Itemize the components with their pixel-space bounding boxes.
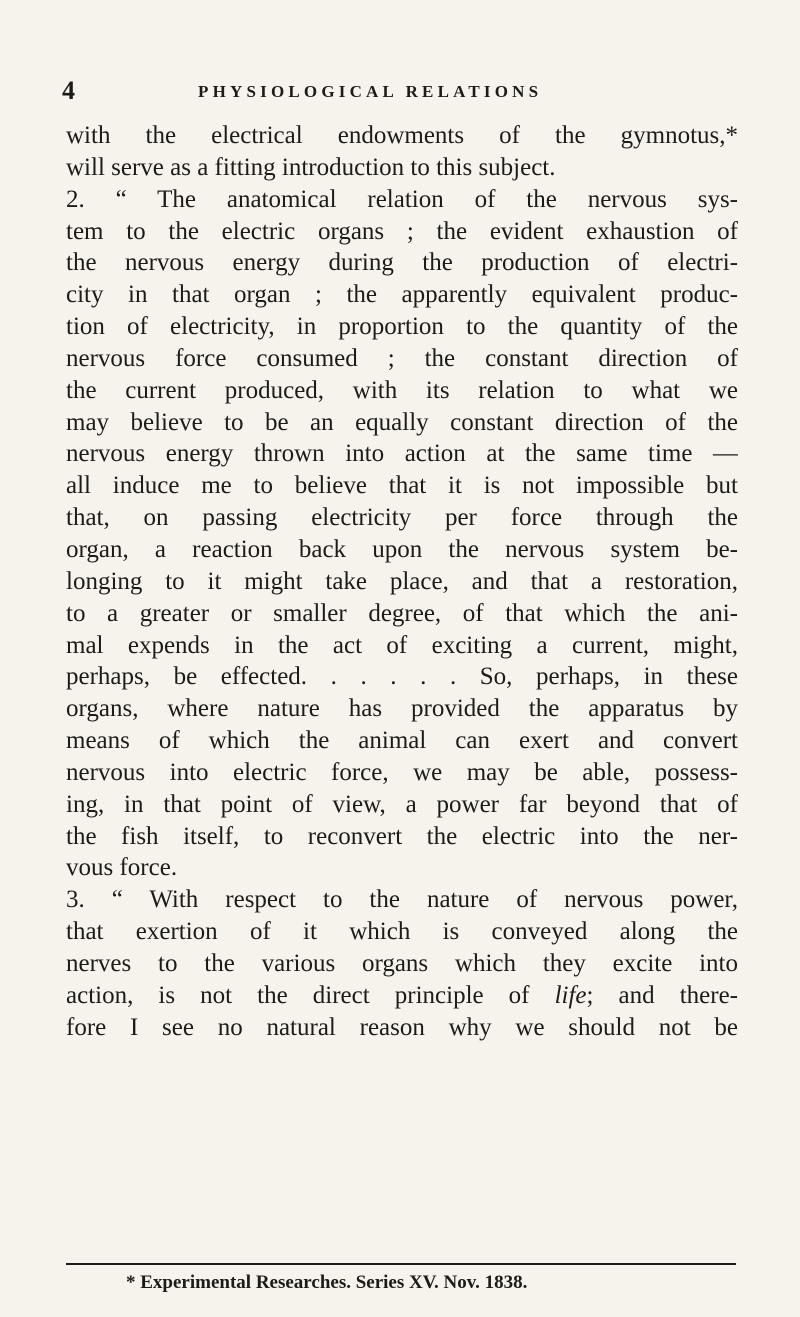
text-line: nervous energy thrown into action at the same time —: [66, 440, 738, 468]
text-line: longing to it might take place, and that a restoration,: [66, 567, 738, 595]
text-line: may believe to be an equally constant direction of the: [66, 408, 738, 436]
text-line: fore I see no natural reason why we should not be: [66, 1013, 738, 1041]
text-line: vous force.: [66, 854, 178, 882]
text-line: that, on passing electricity per force through the: [66, 504, 738, 532]
text-line: all induce me to believe that it is not impossible but: [66, 472, 738, 500]
text-line: the nervous energy during the production of electri-: [66, 249, 738, 277]
text-line: the current produced, with its relation to what we: [66, 376, 738, 404]
text-line: 2. “ The anatomical relation of the nervous sys-: [66, 185, 738, 213]
text-line: ing, in that point of view, a power far beyond that of: [66, 790, 738, 818]
text-line: city in that organ ; the apparently equivalent produc-: [66, 281, 738, 309]
text-line: tem to the electric organs ; the evident exhaustion of: [66, 217, 738, 245]
text-line: 3. “ With respect to the nature of nervous power,: [66, 886, 738, 914]
text-line: nerves to the various organs which they excite into: [66, 949, 738, 977]
text-line: will serve as a fitting introduction to this subject.: [66, 153, 556, 181]
text-segment: ; and there-: [586, 981, 738, 1009]
running-head: PHYSIOLOGICAL RELATIONS: [198, 82, 543, 101]
text-line: with the electrical endowments of the gymnotus,*: [66, 122, 738, 149]
text-line: organ, a reaction back upon the nervous system be-: [66, 535, 738, 563]
text-line: mal expends in the act of exciting a current, might,: [66, 631, 738, 659]
footnote: * Experimental Researches. Series XV. Nov. 1838.: [126, 1272, 528, 1293]
text-line: the fish itself, to reconvert the electric into the ner-: [66, 822, 738, 850]
page-number: 4: [62, 76, 75, 105]
text-line: perhaps, be effected. . . . . . So, perhaps, in these: [66, 663, 738, 691]
text-line: nervous into electric force, we may be able, possess-: [66, 758, 738, 786]
text-line: nervous force consumed ; the constant direction of: [66, 344, 738, 372]
text-line: [66, 980, 738, 1012]
text-line: to a greater or smaller degree, of that which the ani-: [66, 599, 738, 627]
text-line: that exertion of it which is conveyed along the: [66, 918, 738, 946]
text-segment: action, is not the direct principle of: [66, 981, 530, 1009]
footnote-rule: [66, 1263, 736, 1265]
italic-word: life: [554, 981, 587, 1009]
page-header: [62, 78, 752, 108]
body-text: [66, 120, 738, 1043]
text-line: tion of electricity, in proportion to the quantity of the: [66, 313, 738, 341]
text-line: means of which the animal can exert and convert: [66, 727, 738, 755]
text-line: organs, where nature has provided the apparatus by: [66, 695, 738, 723]
